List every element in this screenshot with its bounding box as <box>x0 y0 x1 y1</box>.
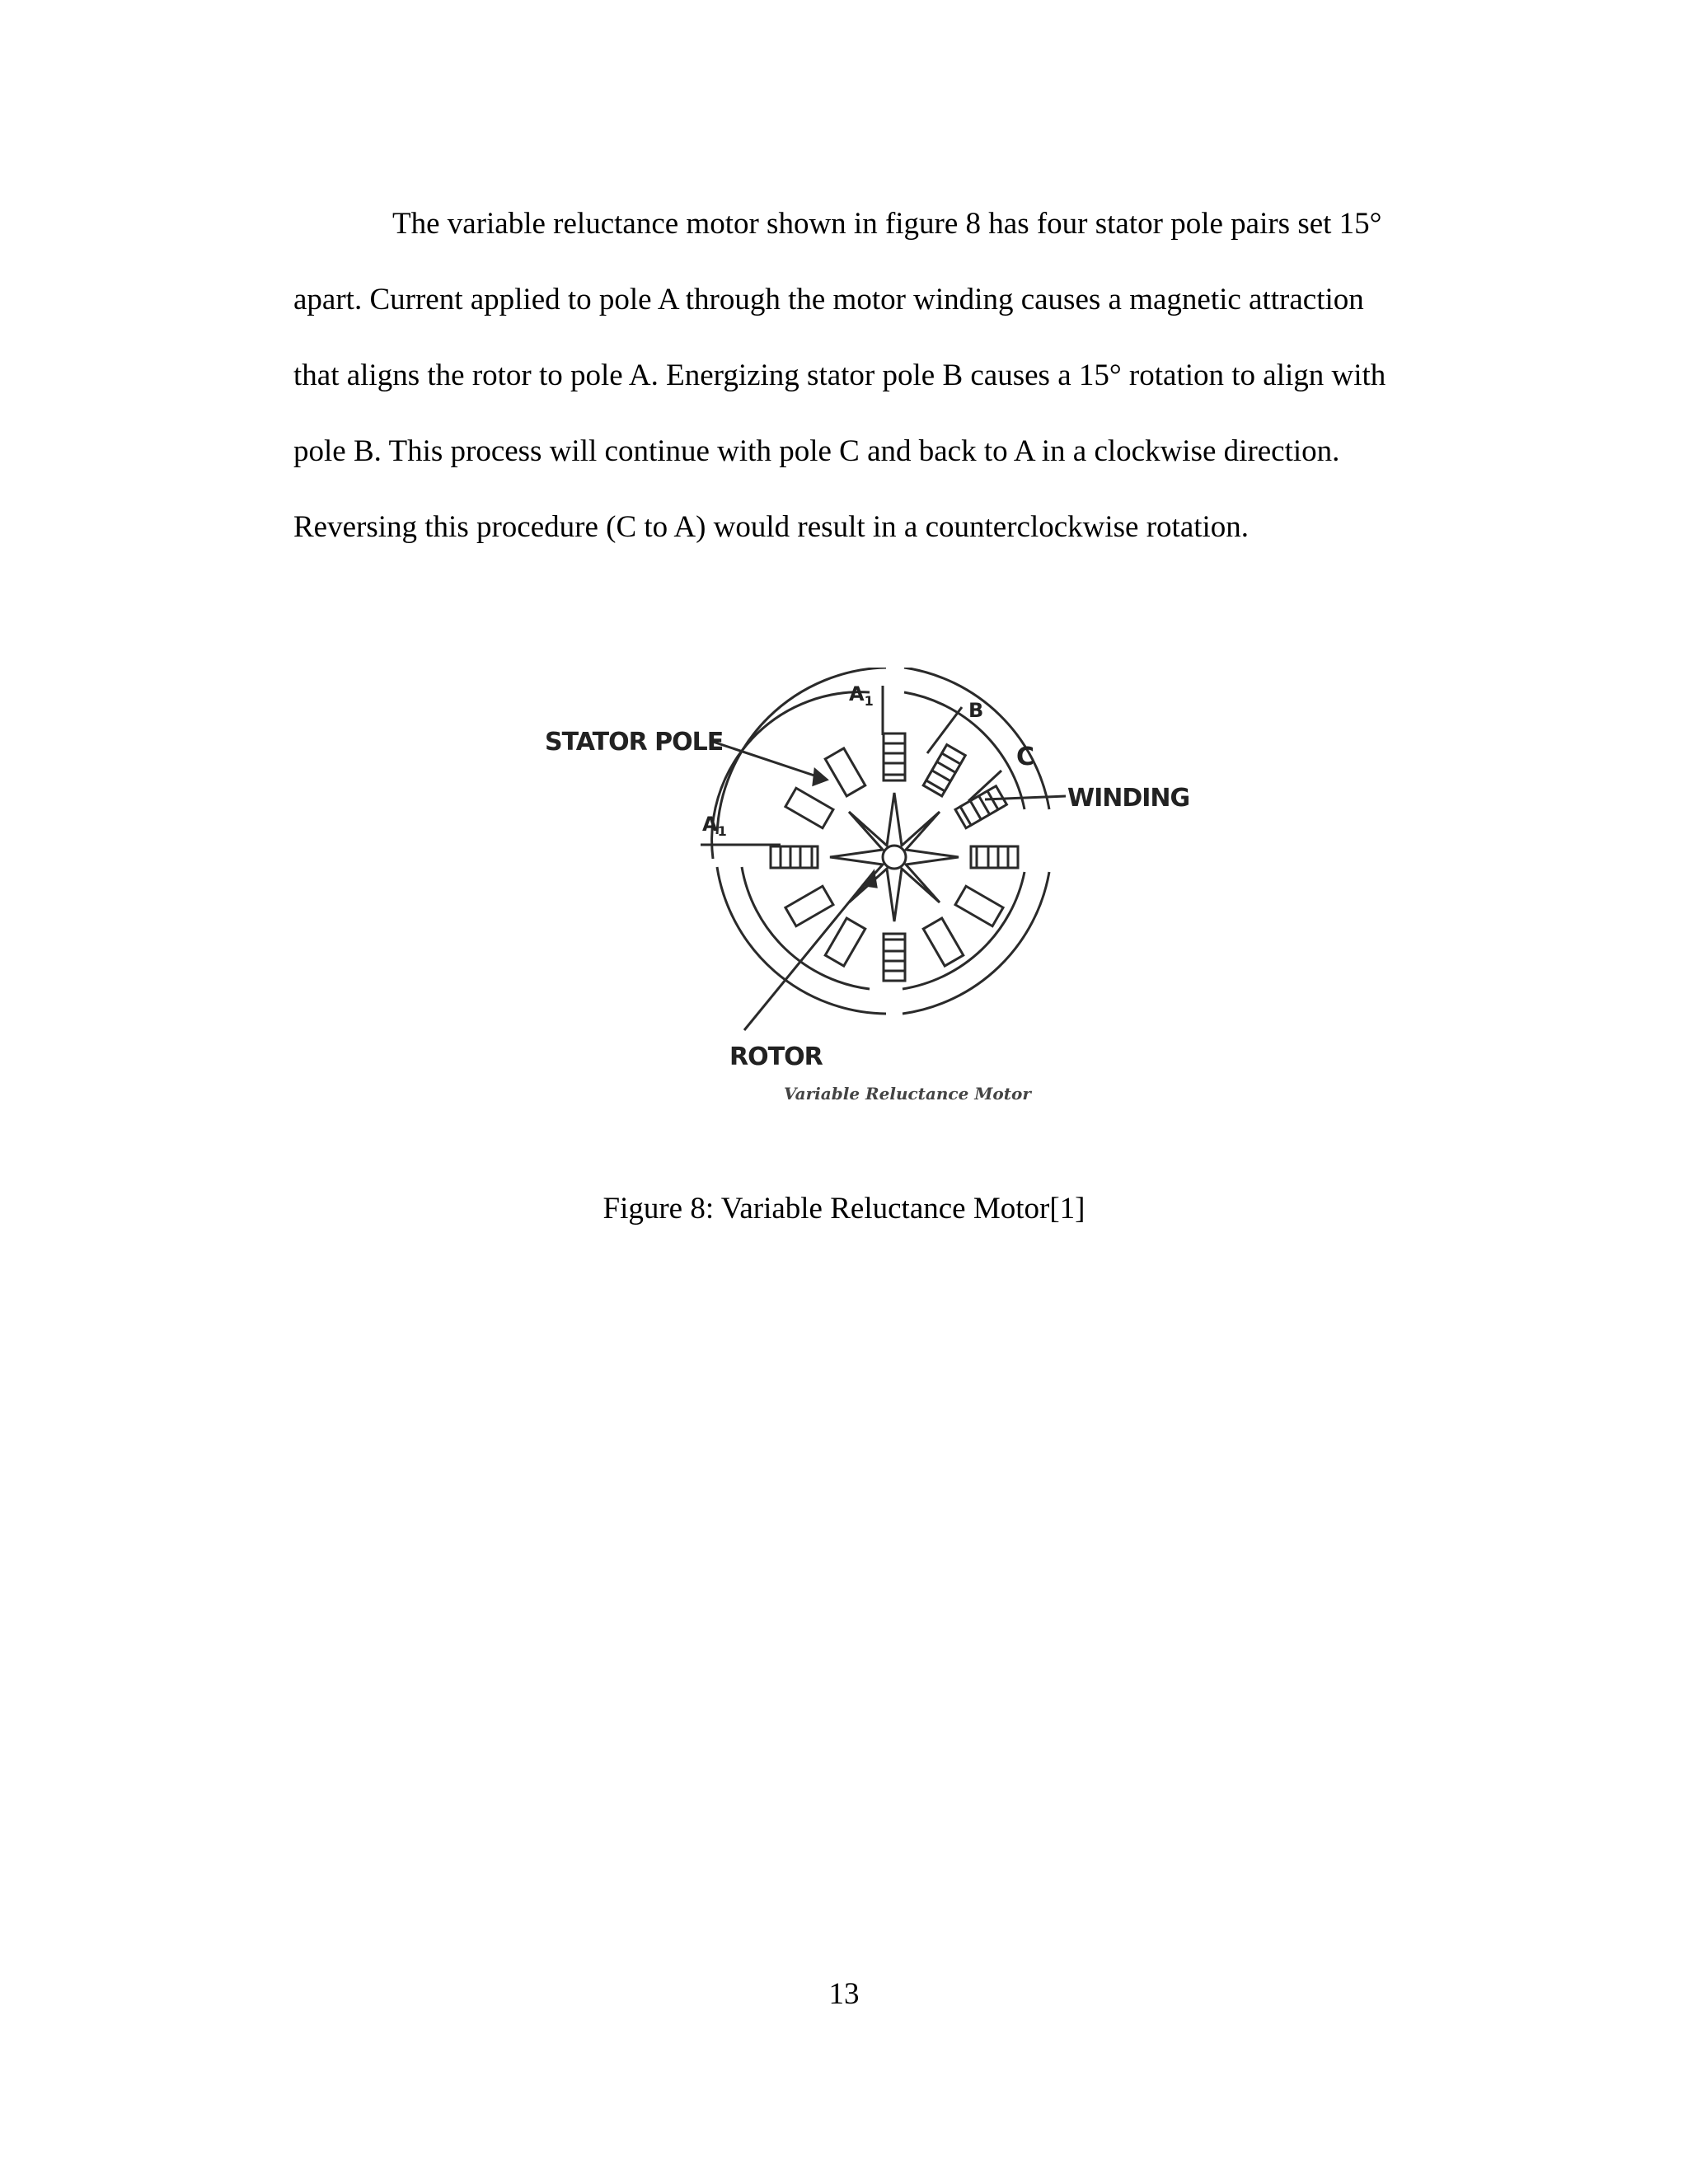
figure-caption: Figure 8: Variable Reluctance Motor[1] <box>603 1192 1085 1226</box>
diagram-labels <box>545 682 1189 1104</box>
paragraph-line: pole B. This process will continue with pole C and back to A in a clockwise direction. <box>293 434 1340 468</box>
paragraph-line: Reversing this procedure (C to A) would result in a counterclockwise rotation. <box>293 510 1250 544</box>
winding-coils <box>771 733 1018 981</box>
paragraph-line: apart. Current applied to pole A through the motor winding causes a magnetic attraction <box>293 283 1364 316</box>
label-pole-a1-top: $A_1$ <box>849 682 874 709</box>
paragraph-line: that aligns the rotor to pole A. Energizing stator pole B causes a 15° rotation to align with <box>293 359 1386 392</box>
label-pole-a1-left: $A_1$ <box>702 813 727 839</box>
label-stator-pole: STATOR POLE <box>545 728 724 757</box>
motor-diagram <box>540 668 1199 1121</box>
label-winding: WINDING <box>1067 784 1190 813</box>
page-number: 13 <box>828 1977 860 2011</box>
paragraph-line: The variable reluctance motor shown in figure 8 has four stator pole pairs set 15° <box>392 207 1382 241</box>
label-inner-caption: Variable Reluctance Motor <box>784 1084 1031 1104</box>
label-pole-b: B <box>968 699 984 722</box>
body-paragraph <box>293 186 1472 565</box>
label-rotor: ROTOR <box>729 1043 823 1071</box>
label-pole-c: C <box>1016 743 1034 771</box>
